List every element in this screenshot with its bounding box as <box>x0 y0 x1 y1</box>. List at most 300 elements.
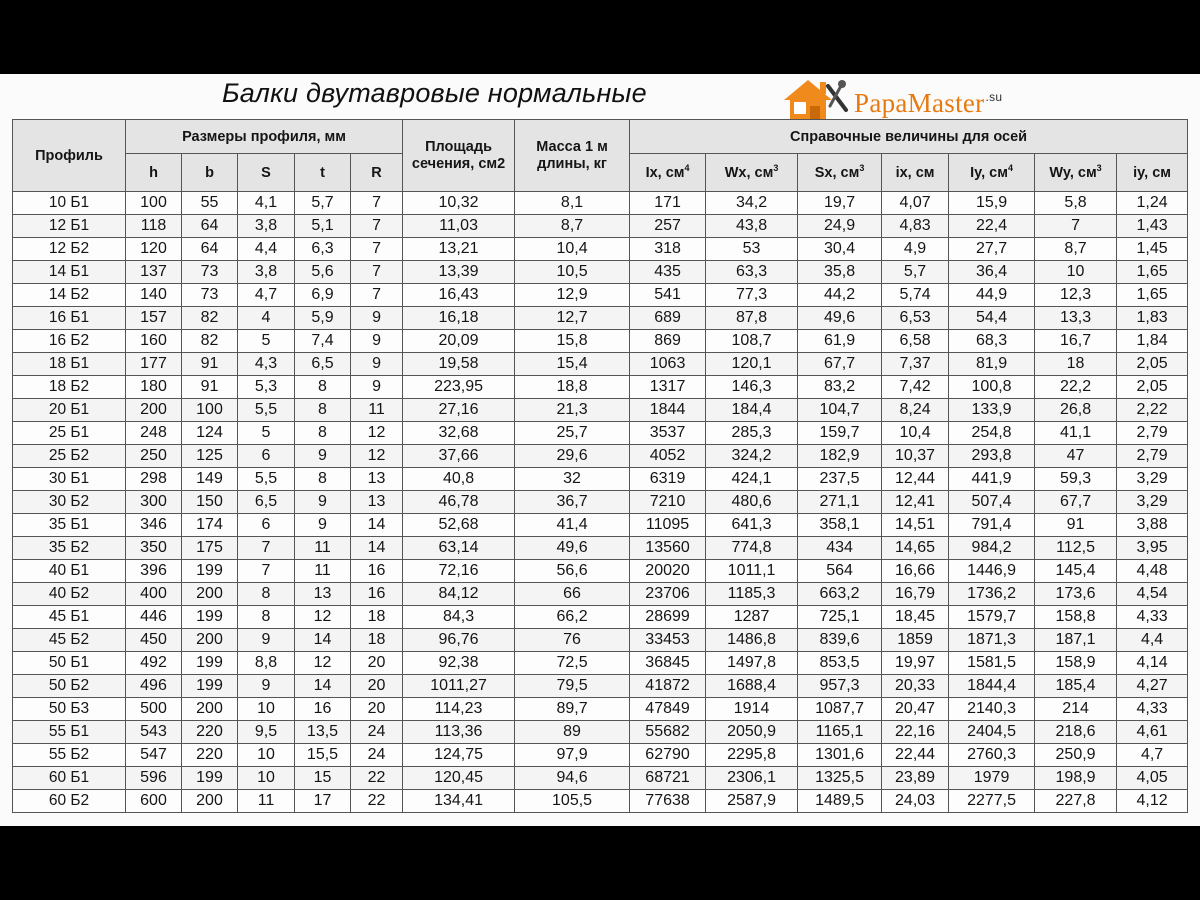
value-cell: 59,3 <box>1035 468 1117 491</box>
value-cell: 1011,1 <box>706 560 798 583</box>
value-cell: 663,2 <box>798 583 882 606</box>
value-cell: 44,9 <box>949 284 1035 307</box>
table-row <box>13 583 1188 606</box>
value-cell: 9 <box>238 675 295 698</box>
value-cell: 435 <box>630 261 706 284</box>
value-cell: 16 <box>295 698 351 721</box>
value-cell: 120,45 <box>403 767 515 790</box>
value-cell: 84,3 <box>403 606 515 629</box>
table-row <box>13 215 1188 238</box>
value-cell: 434 <box>798 537 882 560</box>
profile-cell: 35 Б2 <box>13 537 126 560</box>
value-cell: 543 <box>126 721 182 744</box>
value-cell: 68721 <box>630 767 706 790</box>
value-cell: 1871,3 <box>949 629 1035 652</box>
value-cell: 55682 <box>630 721 706 744</box>
table-row <box>13 468 1188 491</box>
table-row <box>13 744 1188 767</box>
value-cell: 79,5 <box>515 675 630 698</box>
value-cell: 1011,27 <box>403 675 515 698</box>
value-cell: 9 <box>295 445 351 468</box>
profile-cell: 16 Б1 <box>13 307 126 330</box>
value-cell: 541 <box>630 284 706 307</box>
value-cell: 20,33 <box>882 675 949 698</box>
value-cell: 596 <box>126 767 182 790</box>
value-cell: 1087,7 <box>798 698 882 721</box>
value-cell: 13,3 <box>1035 307 1117 330</box>
header-sx: Sx, $см^3$ <box>798 154 882 192</box>
value-cell: 12 <box>295 606 351 629</box>
table-row <box>13 376 1188 399</box>
profile-cell: 50 Б2 <box>13 675 126 698</box>
value-cell: 180 <box>126 376 182 399</box>
value-cell: 16,7 <box>1035 330 1117 353</box>
header-iy-radius: iy, см <box>1117 154 1188 192</box>
value-cell: 32 <box>515 468 630 491</box>
value-cell: 1,84 <box>1117 330 1188 353</box>
value-cell: 1979 <box>949 767 1035 790</box>
value-cell: 2760,3 <box>949 744 1035 767</box>
value-cell: 4 <box>238 307 295 330</box>
value-cell: 17 <box>295 790 351 813</box>
value-cell: 3537 <box>630 422 706 445</box>
value-cell: 199 <box>182 606 238 629</box>
value-cell: 41,1 <box>1035 422 1117 445</box>
value-cell: 250 <box>126 445 182 468</box>
value-cell: 199 <box>182 675 238 698</box>
value-cell: 66,2 <box>515 606 630 629</box>
value-cell: 66 <box>515 583 630 606</box>
value-cell: 9 <box>295 514 351 537</box>
value-cell: 140 <box>126 284 182 307</box>
value-cell: 91 <box>1035 514 1117 537</box>
value-cell: 24 <box>351 721 403 744</box>
value-cell: 4,05 <box>1117 767 1188 790</box>
header-reference: Справочные величины для осей <box>630 120 1188 154</box>
value-cell: 87,8 <box>706 307 798 330</box>
value-cell: 100,8 <box>949 376 1035 399</box>
value-cell: 13 <box>351 491 403 514</box>
header-area: Площадь сечения, см2 <box>403 120 515 192</box>
profile-cell: 25 Б1 <box>13 422 126 445</box>
value-cell: 61,9 <box>798 330 882 353</box>
value-cell: 23706 <box>630 583 706 606</box>
value-cell: 82 <box>182 330 238 353</box>
value-cell: 198,9 <box>1035 767 1117 790</box>
value-cell: 7 <box>351 261 403 284</box>
value-cell: 16,79 <box>882 583 949 606</box>
value-cell: 133,9 <box>949 399 1035 422</box>
value-cell: 200 <box>182 698 238 721</box>
value-cell: 6319 <box>630 468 706 491</box>
value-cell: 2050,9 <box>706 721 798 744</box>
value-cell: 4,7 <box>1117 744 1188 767</box>
value-cell: 8,24 <box>882 399 949 422</box>
table-row <box>13 767 1188 790</box>
profile-cell: 55 Б2 <box>13 744 126 767</box>
table-row <box>13 606 1188 629</box>
value-cell: 7 <box>351 284 403 307</box>
value-cell: 199 <box>182 560 238 583</box>
value-cell: 500 <box>126 698 182 721</box>
table-row <box>13 721 1188 744</box>
value-cell: 19,97 <box>882 652 949 675</box>
header-r: R <box>351 154 403 192</box>
value-cell: 200 <box>182 629 238 652</box>
value-cell: 63,14 <box>403 537 515 560</box>
value-cell: 5,5 <box>238 399 295 422</box>
value-cell: 1736,2 <box>949 583 1035 606</box>
value-cell: 19,58 <box>403 353 515 376</box>
value-cell: 4052 <box>630 445 706 468</box>
value-cell: 7 <box>238 560 295 583</box>
value-cell: 22 <box>351 767 403 790</box>
value-cell: 150 <box>182 491 238 514</box>
value-cell: 120 <box>126 238 182 261</box>
value-cell: 689 <box>630 307 706 330</box>
value-cell: 22,2 <box>1035 376 1117 399</box>
value-cell: 3,8 <box>238 215 295 238</box>
value-cell: 1301,6 <box>798 744 882 767</box>
value-cell: 293,8 <box>949 445 1035 468</box>
value-cell: 271,1 <box>798 491 882 514</box>
value-cell: 7,37 <box>882 353 949 376</box>
table-row <box>13 790 1188 813</box>
value-cell: 1063 <box>630 353 706 376</box>
value-cell: 14 <box>351 537 403 560</box>
value-cell: 77638 <box>630 790 706 813</box>
value-cell: 49,6 <box>798 307 882 330</box>
value-cell: 4,9 <box>882 238 949 261</box>
value-cell: 13,39 <box>403 261 515 284</box>
table-row <box>13 238 1188 261</box>
value-cell: 120,1 <box>706 353 798 376</box>
value-cell: 237,5 <box>798 468 882 491</box>
value-cell: 12 <box>295 652 351 675</box>
value-cell: 5,8 <box>1035 192 1117 215</box>
value-cell: 9,5 <box>238 721 295 744</box>
value-cell: 94,6 <box>515 767 630 790</box>
value-cell: 114,23 <box>403 698 515 721</box>
value-cell: 24,9 <box>798 215 882 238</box>
value-cell: 40,8 <box>403 468 515 491</box>
value-cell: 149 <box>182 468 238 491</box>
value-cell: 134,41 <box>403 790 515 813</box>
value-cell: 14 <box>295 629 351 652</box>
profile-cell: 20 Б1 <box>13 399 126 422</box>
value-cell: 6,3 <box>295 238 351 261</box>
value-cell: 112,5 <box>1035 537 1117 560</box>
value-cell: 18 <box>351 606 403 629</box>
value-cell: 41872 <box>630 675 706 698</box>
value-cell: 12 <box>351 445 403 468</box>
header-mass: Масса 1 м длины, кг <box>515 120 630 192</box>
value-cell: 11095 <box>630 514 706 537</box>
profile-cell: 25 Б2 <box>13 445 126 468</box>
value-cell: 2277,5 <box>949 790 1035 813</box>
profile-cell: 55 Б1 <box>13 721 126 744</box>
value-cell: 9 <box>238 629 295 652</box>
profile-cell: 30 Б2 <box>13 491 126 514</box>
value-cell: 5 <box>238 330 295 353</box>
value-cell: 496 <box>126 675 182 698</box>
value-cell: 174 <box>182 514 238 537</box>
value-cell: 9 <box>351 307 403 330</box>
value-cell: 791,4 <box>949 514 1035 537</box>
value-cell: 600 <box>126 790 182 813</box>
value-cell: 73 <box>182 261 238 284</box>
value-cell: 839,6 <box>798 629 882 652</box>
value-cell: 47 <box>1035 445 1117 468</box>
value-cell: 118 <box>126 215 182 238</box>
value-cell: 10 <box>238 698 295 721</box>
value-cell: 104,7 <box>798 399 882 422</box>
value-cell: 7 <box>351 238 403 261</box>
value-cell: 5,7 <box>882 261 949 284</box>
value-cell: 25,7 <box>515 422 630 445</box>
value-cell: 12 <box>351 422 403 445</box>
value-cell: 158,9 <box>1035 652 1117 675</box>
value-cell: 4,4 <box>1117 629 1188 652</box>
value-cell: 1,83 <box>1117 307 1188 330</box>
value-cell: 64 <box>182 238 238 261</box>
value-cell: 12,44 <box>882 468 949 491</box>
header-ix: Ix, $см^4$ <box>630 154 706 192</box>
value-cell: 11 <box>295 560 351 583</box>
value-cell: 641,3 <box>706 514 798 537</box>
value-cell: 84,12 <box>403 583 515 606</box>
value-cell: 4,07 <box>882 192 949 215</box>
value-cell: 853,5 <box>798 652 882 675</box>
value-cell: 7,42 <box>882 376 949 399</box>
value-cell: 200 <box>182 790 238 813</box>
value-cell: 7 <box>351 192 403 215</box>
value-cell: 113,36 <box>403 721 515 744</box>
value-cell: 14 <box>295 675 351 698</box>
table-row <box>13 491 1188 514</box>
value-cell: 2,79 <box>1117 445 1188 468</box>
value-cell: 1,24 <box>1117 192 1188 215</box>
value-cell: 1486,8 <box>706 629 798 652</box>
value-cell: 250,9 <box>1035 744 1117 767</box>
value-cell: 37,66 <box>403 445 515 468</box>
value-cell: 6,58 <box>882 330 949 353</box>
value-cell: 15,5 <box>295 744 351 767</box>
beam-specs-table <box>12 119 1188 813</box>
profile-cell: 40 Б2 <box>13 583 126 606</box>
value-cell: 10,4 <box>882 422 949 445</box>
table-row <box>13 284 1188 307</box>
value-cell: 124 <box>182 422 238 445</box>
value-cell: 182,9 <box>798 445 882 468</box>
value-cell: 8 <box>295 422 351 445</box>
header-s: S <box>238 154 295 192</box>
value-cell: 72,16 <box>403 560 515 583</box>
value-cell: 23,89 <box>882 767 949 790</box>
value-cell: 47849 <box>630 698 706 721</box>
value-cell: 64 <box>182 215 238 238</box>
header-ix-radius: ix, см <box>882 154 949 192</box>
value-cell: 298 <box>126 468 182 491</box>
value-cell: 14,65 <box>882 537 949 560</box>
table-row <box>13 261 1188 284</box>
value-cell: 8,7 <box>515 215 630 238</box>
value-cell: 8 <box>295 399 351 422</box>
value-cell: 4,33 <box>1117 698 1188 721</box>
value-cell: 20 <box>351 698 403 721</box>
value-cell: 62790 <box>630 744 706 767</box>
value-cell: 1844 <box>630 399 706 422</box>
value-cell: 46,78 <box>403 491 515 514</box>
value-cell: 8 <box>295 376 351 399</box>
value-cell: 145,4 <box>1035 560 1117 583</box>
value-cell: 564 <box>798 560 882 583</box>
value-cell: 5,1 <box>295 215 351 238</box>
value-cell: 184,4 <box>706 399 798 422</box>
value-cell: 67,7 <box>798 353 882 376</box>
value-cell: 1325,5 <box>798 767 882 790</box>
value-cell: 14,51 <box>882 514 949 537</box>
profile-cell: 60 Б1 <box>13 767 126 790</box>
profile-cell: 60 Б2 <box>13 790 126 813</box>
value-cell: 450 <box>126 629 182 652</box>
value-cell: 5,5 <box>238 468 295 491</box>
value-cell: 15,4 <box>515 353 630 376</box>
profile-cell: 50 Б3 <box>13 698 126 721</box>
value-cell: 774,8 <box>706 537 798 560</box>
profile-cell: 45 Б2 <box>13 629 126 652</box>
value-cell: 1,43 <box>1117 215 1188 238</box>
value-cell: 10,37 <box>882 445 949 468</box>
value-cell: 18 <box>351 629 403 652</box>
table-row <box>13 675 1188 698</box>
value-cell: 7210 <box>630 491 706 514</box>
value-cell: 22 <box>351 790 403 813</box>
value-cell: 30,4 <box>798 238 882 261</box>
value-cell: 7,4 <box>295 330 351 353</box>
value-cell: 27,16 <box>403 399 515 422</box>
table-row <box>13 652 1188 675</box>
value-cell: 20,47 <box>882 698 949 721</box>
profile-cell: 45 Б1 <box>13 606 126 629</box>
value-cell: 33453 <box>630 629 706 652</box>
profile-cell: 14 Б1 <box>13 261 126 284</box>
value-cell: 15,9 <box>949 192 1035 215</box>
value-cell: 4,3 <box>238 353 295 376</box>
value-cell: 89 <box>515 721 630 744</box>
value-cell: 9 <box>351 353 403 376</box>
value-cell: 12,9 <box>515 284 630 307</box>
value-cell: 13560 <box>630 537 706 560</box>
table-row <box>13 422 1188 445</box>
value-cell: 2587,9 <box>706 790 798 813</box>
value-cell: 11 <box>351 399 403 422</box>
value-cell: 6,5 <box>238 491 295 514</box>
value-cell: 2140,3 <box>949 698 1035 721</box>
value-cell: 1,65 <box>1117 261 1188 284</box>
value-cell: 29,6 <box>515 445 630 468</box>
value-cell: 158,8 <box>1035 606 1117 629</box>
header-b: b <box>182 154 238 192</box>
value-cell: 20 <box>351 652 403 675</box>
value-cell: 3,29 <box>1117 468 1188 491</box>
value-cell: 10,32 <box>403 192 515 215</box>
value-cell: 350 <box>126 537 182 560</box>
value-cell: 8 <box>238 583 295 606</box>
value-cell: 89,7 <box>515 698 630 721</box>
value-cell: 13,21 <box>403 238 515 261</box>
value-cell: 16,18 <box>403 307 515 330</box>
value-cell: 424,1 <box>706 468 798 491</box>
value-cell: 15,8 <box>515 330 630 353</box>
value-cell: 20020 <box>630 560 706 583</box>
value-cell: 2,05 <box>1117 376 1188 399</box>
value-cell: 10,5 <box>515 261 630 284</box>
value-cell: 200 <box>126 399 182 422</box>
value-cell: 97,9 <box>515 744 630 767</box>
value-cell: 18 <box>1035 353 1117 376</box>
value-cell: 200 <box>182 583 238 606</box>
value-cell: 4,48 <box>1117 560 1188 583</box>
header-profile: Профиль <box>13 120 126 192</box>
value-cell: 73 <box>182 284 238 307</box>
value-cell: 218,6 <box>1035 721 1117 744</box>
value-cell: 358,1 <box>798 514 882 537</box>
value-cell: 7 <box>351 215 403 238</box>
value-cell: 1185,3 <box>706 583 798 606</box>
value-cell: 77,3 <box>706 284 798 307</box>
value-cell: 507,4 <box>949 491 1035 514</box>
profile-cell: 10 Б1 <box>13 192 126 215</box>
value-cell: 492 <box>126 652 182 675</box>
value-cell: 2295,8 <box>706 744 798 767</box>
value-cell: 227,8 <box>1035 790 1117 813</box>
value-cell: 68,3 <box>949 330 1035 353</box>
value-cell: 55 <box>182 192 238 215</box>
value-cell: 11 <box>238 790 295 813</box>
value-cell: 100 <box>182 399 238 422</box>
value-cell: 18,8 <box>515 376 630 399</box>
value-cell: 1497,8 <box>706 652 798 675</box>
value-cell: 257 <box>630 215 706 238</box>
header-wy: Wy, $см^3$ <box>1035 154 1117 192</box>
value-cell: 1859 <box>882 629 949 652</box>
value-cell: 27,7 <box>949 238 1035 261</box>
value-cell: 4,54 <box>1117 583 1188 606</box>
value-cell: 300 <box>126 491 182 514</box>
value-cell: 26,8 <box>1035 399 1117 422</box>
value-cell: 5,9 <box>295 307 351 330</box>
value-cell: 8,7 <box>1035 238 1117 261</box>
value-cell: 56,6 <box>515 560 630 583</box>
value-cell: 400 <box>126 583 182 606</box>
value-cell: 34,2 <box>706 192 798 215</box>
value-cell: 36,4 <box>949 261 1035 284</box>
value-cell: 21,3 <box>515 399 630 422</box>
value-cell: 157 <box>126 307 182 330</box>
value-cell: 1317 <box>630 376 706 399</box>
value-cell: 957,3 <box>798 675 882 698</box>
value-cell: 43,8 <box>706 215 798 238</box>
profile-cell: 50 Б1 <box>13 652 126 675</box>
value-cell: 3,95 <box>1117 537 1188 560</box>
value-cell: 16 <box>351 560 403 583</box>
document-page <box>0 74 1200 826</box>
logo-wordmark: PapaMaster$^{.su}$ <box>854 88 1003 118</box>
table-row <box>13 353 1188 376</box>
value-cell: 67,7 <box>1035 491 1117 514</box>
value-cell: 96,76 <box>403 629 515 652</box>
